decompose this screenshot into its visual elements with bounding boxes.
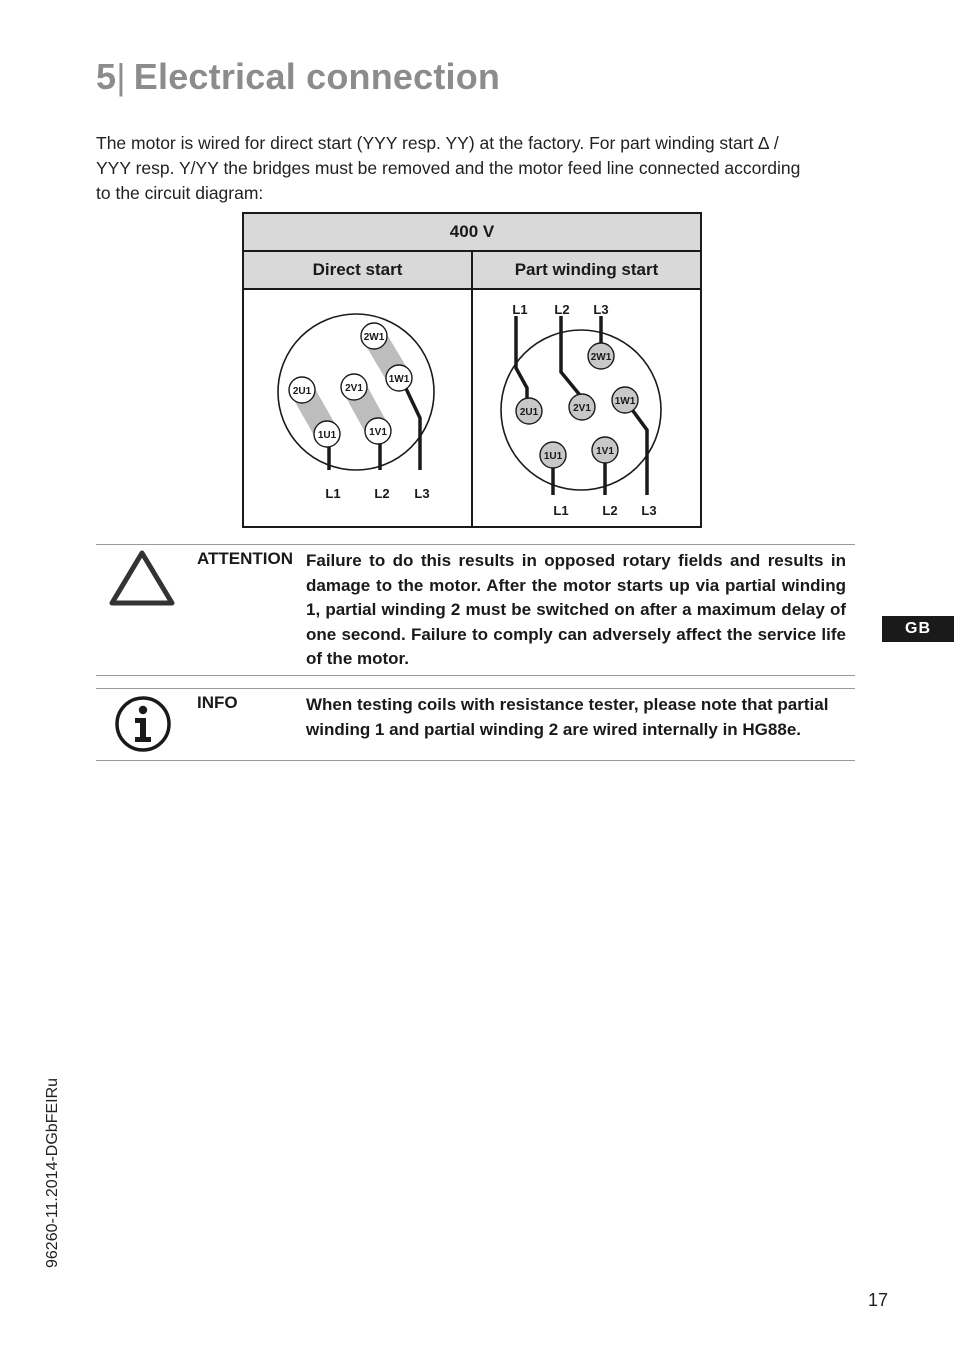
line-label: L3: [593, 302, 609, 317]
terminal-label: 1U1: [543, 451, 563, 462]
line-label: L1: [325, 486, 341, 501]
direct-start-header: Direct start: [243, 251, 472, 289]
line-label: L2: [554, 302, 570, 317]
wiring-table: [242, 212, 702, 528]
info-label: INFO: [197, 693, 238, 712]
terminal-label: 2U1: [292, 386, 312, 397]
attention-label: ATTENTION: [197, 549, 294, 568]
line-label: L3: [641, 503, 657, 518]
info-icon: [112, 693, 174, 760]
intro-paragraph: The motor is wired for direct start (YYY resp. YY) at the factory. For part winding start ∆ / YYY resp. Y/YY the bridges must be removed and the motor feed line connected according to the circuit diagram:: [96, 133, 801, 203]
chapter-number: 5: [96, 56, 117, 97]
wire-top-l1: [516, 316, 527, 407]
wire-l3: [401, 378, 420, 470]
direct-start-diagram: [244, 290, 470, 526]
terminal-label: 1W1: [388, 374, 410, 385]
language-tab: GB: [882, 616, 954, 642]
line-label: L2: [602, 503, 618, 518]
terminal-label: 1V1: [596, 446, 614, 457]
part-winding-start-diagram: [473, 290, 699, 526]
info-text: When testing coils with resistance tester, please note that partial winding 1 and partial winding 2 are wired internally in HG88e.: [306, 695, 829, 739]
document-code: 96260-11.2014-DGbFEIRu: [44, 1077, 61, 1268]
terminal-label: 2W1: [363, 332, 385, 343]
part-winding-start-header: Part winding start: [472, 251, 701, 289]
title-separator: |: [116, 56, 126, 97]
line-label: L2: [374, 486, 390, 501]
part-winding-diagram-cell: [472, 289, 701, 527]
wire-bottom-l3: [625, 400, 647, 495]
line-label: L3: [414, 486, 430, 501]
terminal-label: 2V1: [573, 403, 591, 414]
chapter-title: Electrical connection: [133, 56, 501, 97]
attention-note: [96, 544, 855, 676]
info-note: [96, 688, 855, 761]
voltage-header: 400 V: [243, 213, 701, 251]
terminal-label: 2U1: [519, 407, 539, 418]
terminal-label: 2V1: [345, 383, 363, 394]
warning-triangle-icon: [108, 545, 176, 614]
direct-start-diagram-cell: [243, 289, 472, 527]
terminal-label: 1W1: [614, 396, 636, 407]
page-number: 17: [868, 1290, 889, 1310]
terminal-label: 1U1: [317, 430, 337, 441]
line-label: L1: [512, 302, 528, 317]
page-title: [96, 56, 500, 98]
terminal-label: 1V1: [369, 427, 387, 438]
attention-text: Failure to do this results in opposed rotary fields and results in damage to the motor. After the motor starts up via partial winding 1, partial winding 2 must be switched on after a maximum delay of one second. Failure to comply can adversely affect the service life of the motor.: [306, 551, 846, 668]
terminal-label: 2W1: [590, 352, 612, 363]
line-label: L1: [553, 503, 569, 518]
